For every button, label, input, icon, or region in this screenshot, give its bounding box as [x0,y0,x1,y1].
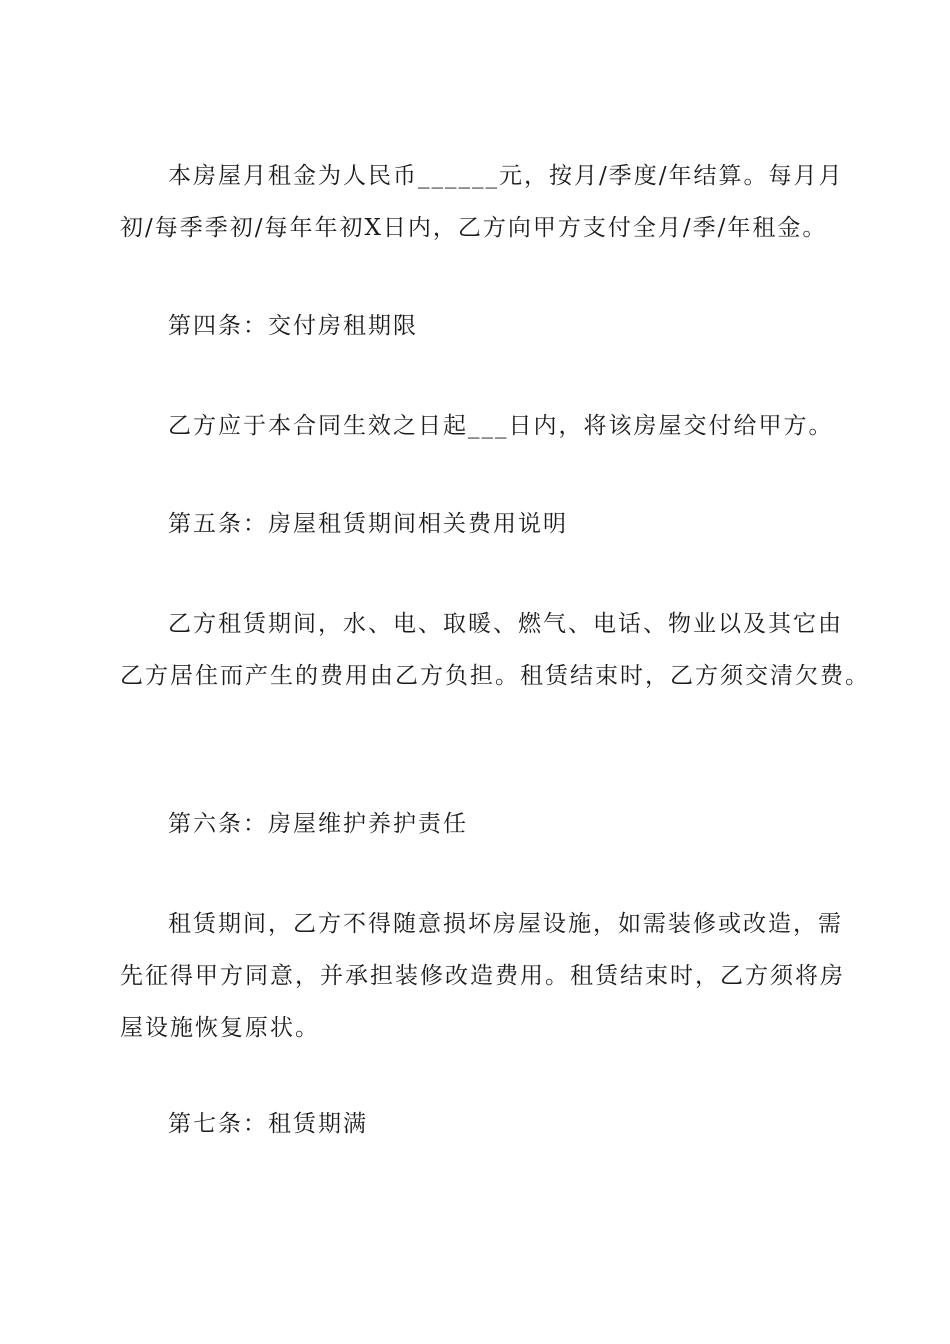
article-6-body-line-3: 屋设施恢复原状。 [120,1015,320,1041]
rent-paragraph-line-1: 本房屋月租金为人民币______元，按月/季度/年结算。每月月 [168,163,844,189]
article-6-body-line-2: 先征得甲方同意，并承担装修改造费用。租赁结束时，乙方须将房 [120,963,845,989]
rent-paragraph [120,150,844,254]
article-6-heading: 第六条：房屋维护养护责任 [168,811,468,837]
article-4-heading: 第四条：交付房租期限 [168,313,418,339]
article-4-body: 乙方应于本合同生效之日起___日内，将该房屋交付给甲方。 [168,413,834,439]
article-7-heading: 第七条：租赁期满 [168,1111,368,1137]
article-5-body [120,598,870,702]
article-6-body [120,898,845,1054]
article-5-body-line-2: 乙方居住而产生的费用由乙方负担。租赁结束时，乙方须交清欠费。 [120,663,870,689]
article-6-body-line-1: 租赁期间，乙方不得随意损坏房屋设施，如需装修或改造，需 [168,911,843,937]
article-5-body-line-1: 乙方租赁期间，水、电、取暖、燃气、电话、物业以及其它由 [168,611,843,637]
rent-paragraph-line-2: 初/每季季初/每年年初X日内，乙方向甲方支付全月/季/年租金。 [120,215,828,241]
article-5-heading: 第五条：房屋租赁期间相关费用说明 [168,511,568,537]
